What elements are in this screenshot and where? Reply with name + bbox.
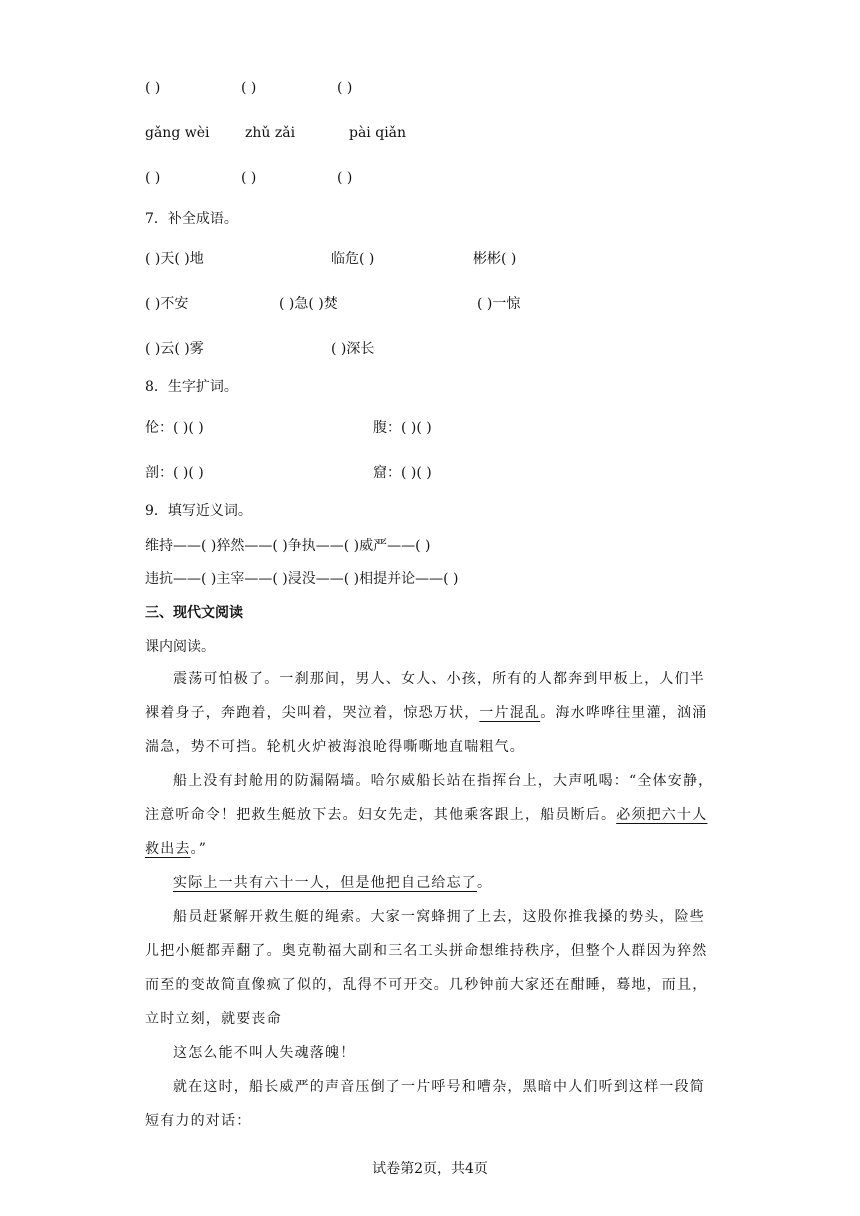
passage-paragraph-3 <box>145 866 715 900</box>
word-blank: 剖：( )( ) <box>145 465 204 481</box>
underlined-phrase: 一片混乱 <box>479 705 541 721</box>
passage-text: 。” <box>190 841 208 857</box>
q9-line-1: 维持——( )猝然——( )争执——( )威严——( ) <box>145 538 431 554</box>
word-blank: 窟：( )( ) <box>373 465 432 481</box>
idiom-blank: ( )云( )雾 <box>145 341 204 357</box>
passage-text: 震荡可怕极了。一刹那间，男人、女人、小孩，所有的人都奔到甲板上，人们半裸着身子，奔跑着，尖叫着，哭泣着，惊恐万状， <box>145 671 705 721</box>
pinyin-blank: ( ) <box>145 80 161 96</box>
question-9-title: 9．填写近义词。 <box>145 503 252 519</box>
section-3-title: 三、现代文阅读 <box>145 605 243 621</box>
passage-paragraph-5: 这怎么能不叫人失魂落魄！ <box>173 1045 356 1061</box>
passage-paragraph-1 <box>145 662 715 764</box>
passage-text: 。海水哗哗往里灌，汹涌湍急，势不可挡。轮机火炉被海浪呛得嘶嘶地直喘粗气。 <box>145 705 708 755</box>
q9-line-2: 违抗——( )主宰——( )浸没——( )相提并论——( ) <box>145 571 459 587</box>
idiom-blank: ( )急( )焚 <box>279 296 338 312</box>
idiom-blank: ( )不安 <box>145 296 189 312</box>
pinyin-blank: ( ) <box>337 170 353 186</box>
passage-paragraph-4: 船员赶紧解开救生艇的绳索。大家一窝蜂拥了上去，这股你推我搡的势头，险些儿把小艇都弄翻了。奥克勒福大副和三名工头拼命想维持秩序，但整个人群因为猝然而至的变故简直像疯了似的，乱得不可开交。几秒钟前大家还在酣睡，蓦地，而且，立时立刻，就要丧命 <box>145 909 708 1027</box>
underlined-phrase: 必须把六十人救出去 <box>145 807 708 857</box>
idiom-blank: ( )深长 <box>331 341 375 357</box>
question-7-title: 7．补全成语。 <box>145 211 238 227</box>
pinyin-text: pài qiǎn <box>349 125 407 141</box>
question-8-title: 8．生字扩词。 <box>145 379 238 395</box>
idiom-blank: ( )一惊 <box>477 296 521 312</box>
section-3-subtitle: 课内阅读。 <box>145 639 215 655</box>
word-blank: 伦：( )( ) <box>145 420 204 436</box>
passage-paragraph-6: 就在这时，船长威严的声音压倒了一片呼号和嘈杂，黑暗中人们听到这样一段简短有力的对话： <box>145 1079 705 1129</box>
underlined-sentence: 实际上一共有六十一人，但是他把自己给忘了 <box>173 875 477 891</box>
pinyin-blank: ( ) <box>241 170 257 186</box>
pinyin-text: gǎng wèi <box>145 125 210 141</box>
passage-paragraph-2 <box>145 764 715 866</box>
pinyin-blank: ( ) <box>145 170 161 186</box>
passage-text: 船上没有封舱用的防漏隔墙。哈尔威船长站在指挥台上，大声吼喝：“全体安静，注意听命令！把救生艇放下去。妇女先走，其他乘客跟上，船员断后。 <box>145 773 714 823</box>
pinyin-blank: ( ) <box>241 80 257 96</box>
pinyin-blank: ( ) <box>337 80 353 96</box>
word-blank: 腹：( )( ) <box>373 420 432 436</box>
passage-text: 。 <box>477 875 493 891</box>
pinyin-text: zhǔ zǎi <box>245 125 296 141</box>
page-footer: 试卷第2页，共4页 <box>372 1161 488 1177</box>
idiom-blank: ( )天( )地 <box>145 251 204 267</box>
idiom-blank: 彬彬( ) <box>473 251 517 267</box>
idiom-blank: 临危( ) <box>331 251 375 267</box>
